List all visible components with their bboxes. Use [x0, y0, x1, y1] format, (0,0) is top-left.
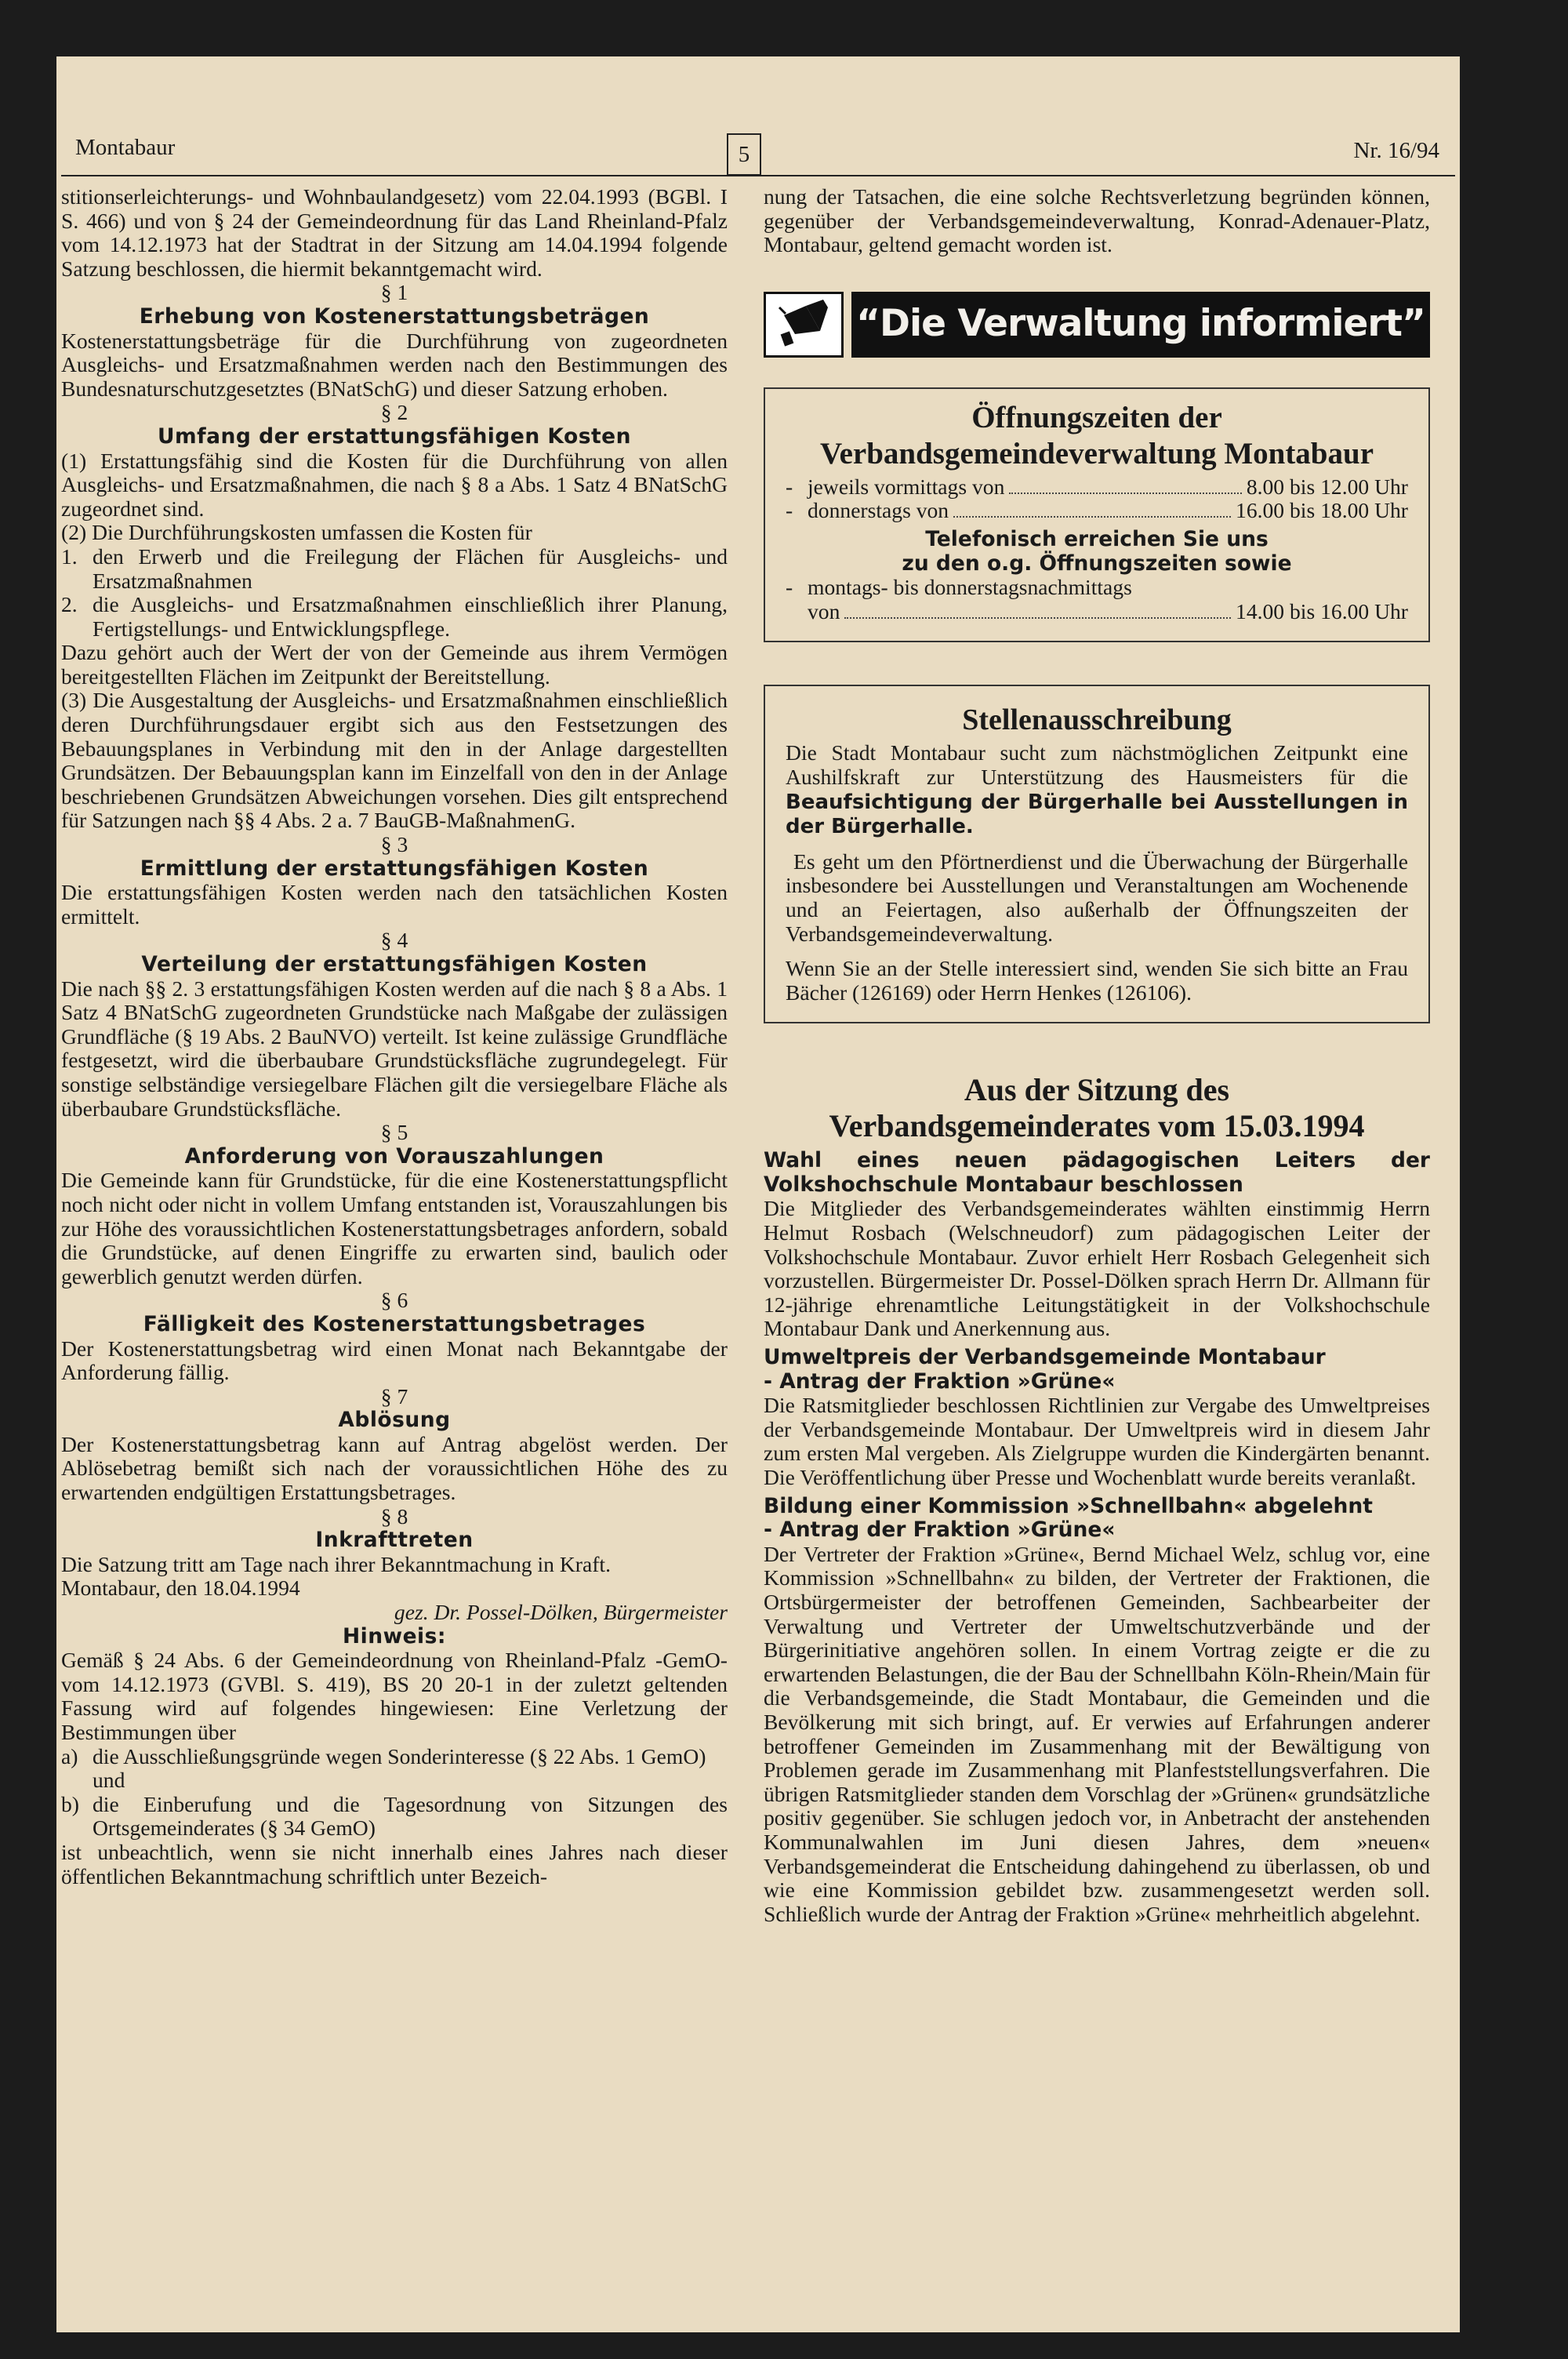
list-item: 2. die Ausgleichs- und Ersatzmaßnahmen einschließlich ihrer Planung, Fertigstellungs- und Entwicklungspflege.: [61, 592, 728, 641]
section-6-title: Fälligkeit des Kostenerstattungsbetrages: [143, 1311, 646, 1336]
megaphone-icon: [764, 292, 844, 358]
signature: gez. Dr. Possel-Dölken, Bürgermeister: [394, 1600, 728, 1625]
info-banner: [764, 292, 1430, 358]
hours-title-1: Öffnungszeiten der: [971, 400, 1222, 434]
hours-row: von 14.00 bis 16.00 Uhr: [808, 598, 1408, 623]
section-1-text: Kostenerstattungsbeträge für die Durchführung von zugeordneten Ausgleichs- und Ersatzmaßnahmen werden nach den Bestimmungen des Bundesnaturschutzgesetztes (BNatSchG) und dieser Satzung erhoben.: [61, 328, 728, 401]
section-3-title: Ermittlung der erstattungsfähigen Kosten: [140, 856, 649, 881]
page-number: 5: [727, 133, 761, 176]
section-5-text: Die Gemeinde kann für Grundstücke, für die eine Kostenerstattungspflicht noch nicht oder nicht in vollem Umfang entstanden ist, Vorauszahlungen bis zur Höhe des voraussichtlichen Kostenerstattungsbetrages anfordern, sobald die Grundstücke, auf denen Eingriffe zu erwarten sind, baulich oder gewerblich genutzt werden dürfen.: [61, 1168, 728, 1289]
section-6-number: § 6: [380, 1288, 408, 1313]
hours-row: - donnerstags von 16.00 bis 18.00 Uhr: [786, 498, 1408, 523]
session-heading-2: Umweltpreis der Verbandsgemeinde Montabaur: [764, 1345, 1326, 1370]
session-title-1: Aus der Sitzung des: [964, 1072, 1230, 1108]
continued-text: nung der Tatsachen, die eine solche Rechtsverletzung begründen können, gegenüber der Verbandsgemeindeverwaltung, Konrad-Adenauer-Platz, Montabaur, geltend gemacht worden ist.: [764, 184, 1430, 257]
session-heading-2-sub: - Antrag der Fraktion »Grüne«: [764, 1369, 1116, 1394]
section-7-number: § 7: [380, 1383, 408, 1408]
session-heading-1: Wahl eines neuen pädagogischen Leiters der Volkshochschule Montabaur beschlossen: [764, 1148, 1430, 1197]
section-2-para-2: (2) Die Durchführungskosten umfassen die Kosten für: [61, 520, 532, 545]
session-heading-3-sub: - Antrag der Fraktion »Grüne«: [764, 1518, 1116, 1543]
list-item: 1. den Erwerb und die Freilegung der Flächen für Ausgleichs- und Ersatzmaßnahmen: [61, 543, 728, 593]
section-4-number: § 4: [380, 928, 408, 953]
issue-number: Nr. 16/94: [1353, 138, 1439, 163]
section-2-para-1: (1) Erstattungsfähig sind die Kosten für die Durchführung von allen Ausgleichs- und Ersatzmaßnahmen, die nach § 8 a Abs. 1 Satz 4 BNatSchG zugeordnet sind.: [61, 448, 728, 521]
section-2-title: Umfang der erstattungsfähigen Kosten: [158, 423, 631, 449]
phone-line-2: zu den o.g. Öffnungszeiten sowie: [902, 551, 1292, 576]
job-para-3: Wenn Sie an der Stelle interessiert sind, wenden Sie sich bitte an Frau Bächer (126169) oder Herrn Henkes (126106).: [786, 956, 1408, 1005]
opening-hours-box: [764, 387, 1430, 643]
header-rule: [61, 175, 1455, 176]
job-para-1: Die Stadt Montabaur sucht zum nächstmöglichen Zeitpunkt eine Aushilfskraft zur Unterstützung des Hausmeisters für die Beaufsichtigung der Bürgerhalle bei Ausstellungen in der Bürgerhalle.: [786, 740, 1408, 839]
session-title-2: Verbandsgemeinderates vom 15.03.1994: [829, 1108, 1365, 1144]
hours-row: - jeweils vormittags von 8.00 bis 12.00 Uhr: [786, 474, 1408, 499]
section-6-text: Der Kostenerstattungsbetrag wird einen Monat nach Bekanntgabe der Anforderung fällig.: [61, 1336, 728, 1385]
section-2-number: § 2: [380, 400, 408, 425]
section-4-text: Die nach §§ 2. 3 erstattungsfähigen Kosten werden auf die nach § 8 a Abs. 1 Satz 4 BNatSchG zugeordneten Grundstücke nach Maßgabe der zulässigen Grundfläche (§ 19 Abs. 2 BauNVO) verteilt. Ist keine zulässige Grundfläche festgesetzt, wird die überbaubare Grundstücksfläche zugrundegelegt. Für sonstige selbständige versiegelbare Flächen gilt die versiegelbare Fläche als überbaubare Grundstücksfläche.: [61, 976, 728, 1121]
hours-row: - montags- bis donnerstagsnachmittags: [786, 575, 1132, 600]
section-2-para-3: Dazu gehört auch der Wert der von der Gemeinde aus ihrem Vermögen bereitgestellten Flächen im Zeitpunkt der Bereitstellung.: [61, 640, 728, 689]
newspaper-page: [56, 56, 1460, 2332]
date-line: Montabaur, den 18.04.1994: [61, 1576, 300, 1601]
session-text-3: Der Vertreter der Fraktion »Grüne«, Bernd Michael Welz, schlug vor, eine Kommission »Schnellbahn« zu bilden, der Vertreter der Fraktionen, die Ortsbürgermeister der betroffenen Gemeinden, Sachbearbeiter der Verwaltung und Vertreter der Umweltschutzverbände und der Bürgerinitiative angehören sollen. In einem Vortrag zeigte er die zu erwartenden Belastungen, die der Bau der Schnellbahn Köln-Rhein/Main für die Verbandsgemeinde, die Stadt Montabaur, die Gemeinden und die Bevölkerung mit sich bringt, auf. Er verwies auf Erfahrungen anderer betroffener Gemeinden im Zusammenhang mit der Bewältigung von Problemen gerade im Zusammenhang mit Planfeststellungsverfahren. Die übrigen Ratsmitglieder standen dem Vorschlag der »Grünen« grundsätzliche positiv gegenüber. Sie schlugen jedoch vor, in Anbetracht der anstehenden Kommunalwahlen im Juni diesen Jahres, dem »neuen« Verbandsgemeinderat die Entscheidung dahingehend zu überlassen, ob und wie eine Kommission gebildet bzw. zusammengesetzt werden soll. Schließlich wurde der Antrag der Fraktion »Grüne« mehrheitlich abgelehnt.: [764, 1541, 1430, 1926]
list-item: b) die Einberufung und die Tagesordnung von Sitzungen des Ortsgemeinderates (§ 34 GemO): [61, 1791, 728, 1841]
section-3-number: § 3: [380, 832, 408, 857]
banner-title: “Die Verwaltung informiert”: [851, 292, 1430, 358]
hours-title-2: Verbandsgemeindeverwaltung Montabaur: [820, 436, 1374, 471]
hinweis-end: ist unbeachtlich, wenn sie nicht innerhalb eines Jahres nach dieser öffentlichen Bekanntmachung schriftlich unter Bezeich-: [61, 1839, 728, 1888]
session-text-2: Die Ratsmitglieder beschlossen Richtlinien zur Vergabe des Umweltpreises der Verbandsgemeinde Montabaur. Der Umweltpreis wird in diesem Jahr zum ersten Mal vergeben. Als Zielgruppe wurden die Kindergärten benannt. Die Veröffentlichung über Presse und Wochenblatt wurde bereits veranlaßt.: [764, 1393, 1430, 1489]
council-session: [764, 1072, 1430, 1926]
hinweis-title: Hinweis:: [342, 1623, 447, 1648]
section-4-title: Verteilung der erstattungsfähigen Kosten: [141, 952, 648, 976]
job-ad-box: [764, 685, 1430, 1023]
phone-line-1: Telefonisch erreichen Sie uns: [925, 526, 1269, 551]
intro-text: stitionserleichterungs- und Wohnbaulandgesetz) vom 22.04.1993 (BGBl. I S. 466) und von § 24 der Gemeindeordnung für das Land Rheinland-Pfalz vom 14.12.1973 hat der Stadtrat in der Sitzung am 14.04.1994 folgende Satzung beschlossen, die hiermit bekanntgemacht wird.: [61, 184, 728, 281]
section-1-title: Erhebung von Kostenerstattungsbeträgen: [139, 304, 650, 329]
section-3-text: Die erstattungsfähigen Kosten werden nach den tatsächlichen Kosten ermittelt.: [61, 880, 728, 929]
session-text-1: Die Mitglieder des Verbandsgemeinderates wählten einstimmig Herrn Helmut Rosbach (Welschneudorf) zum pädagogischen Leiter der Volkshochschule Montabaur. Zuvor erhielt Herr Rosbach Gelegenheit sich vorzustellen. Bürgermeister Dr. Possel-Dölken sprach Herrn Dr. Allmann für 12-jährige ehrenamtliche Leitungstätigkeit in der Volkshochschule Montabaur Dank und Anerkennung aus.: [764, 1196, 1430, 1341]
section-1-number: § 1: [380, 280, 408, 305]
section-8-text: Die Satzung tritt am Tage nach ihrer Bekanntmachung in Kraft.: [61, 1551, 611, 1576]
job-title: Stellenausschreibung: [962, 703, 1232, 737]
section-7-title: Ablösung: [338, 1408, 451, 1433]
section-2-para-4: (3) Die Ausgestaltung der Ausgleichs- und Ersatzmaßnahmen einschließlich deren Durchführungsdauer ergibt sich aus den Festsetzungen des Bebauungsplanes in Verbindung mit den in der Anlage dargestellten Grundsätzen. Der Bebauungsplan kann im Einzelfall von den in der Anlage beschriebenen Grundsätzen Abweichungen vorsehen. Dies gilt entsprechend für Satzungen nach §§ 4 Abs. 2 a. 7 BauGB-MaßnahmenG.: [61, 688, 728, 833]
list-item: a) die Ausschließungsgründe wegen Sonderinteresse (§ 22 Abs. 1 GemO): [61, 1743, 706, 1768]
job-para-2: Es geht um den Pförtnerdienst und die Überwachung der Bürgerhalle insbesondere bei Ausstellungen und Veranstaltungen am Wochenende und an Feiertagen, also außerhalb der Öffnungszeiten der Verbandsgemeindeverwaltung.: [786, 849, 1408, 946]
section-5-title: Anforderung von Vorauszahlungen: [184, 1143, 604, 1169]
section-8-number: § 8: [380, 1503, 408, 1528]
session-heading-3: Bildung einer Kommission »Schnellbahn« abgelehnt: [764, 1493, 1373, 1518]
list-item: und: [93, 1768, 125, 1793]
header-town: Montabaur: [75, 135, 176, 160]
section-7-text: Der Kostenerstattungsbetrag kann auf Antrag abgelöst werden. Der Ablösebetrag bemißt sich nach der voraussichtlichen Höhe des zu erwartenden endgültigen Erstattungsbetrages.: [61, 1431, 728, 1505]
left-column: [61, 185, 728, 1888]
right-column: [764, 185, 1430, 1926]
section-8-title: Inkrafttreten: [315, 1528, 474, 1553]
section-5-number: § 5: [380, 1120, 408, 1145]
hinweis-text: Gemäß § 24 Abs. 6 der Gemeindeordnung von Rheinland-Pfalz -GemO- vom 14.12.1973 (GVBl. S. 419), BS 20 20-1 in der zuletzt geltenden Fassung wird auf folgendes hingewiesen: Eine Verletzung der Bestimmungen über: [61, 1648, 728, 1744]
